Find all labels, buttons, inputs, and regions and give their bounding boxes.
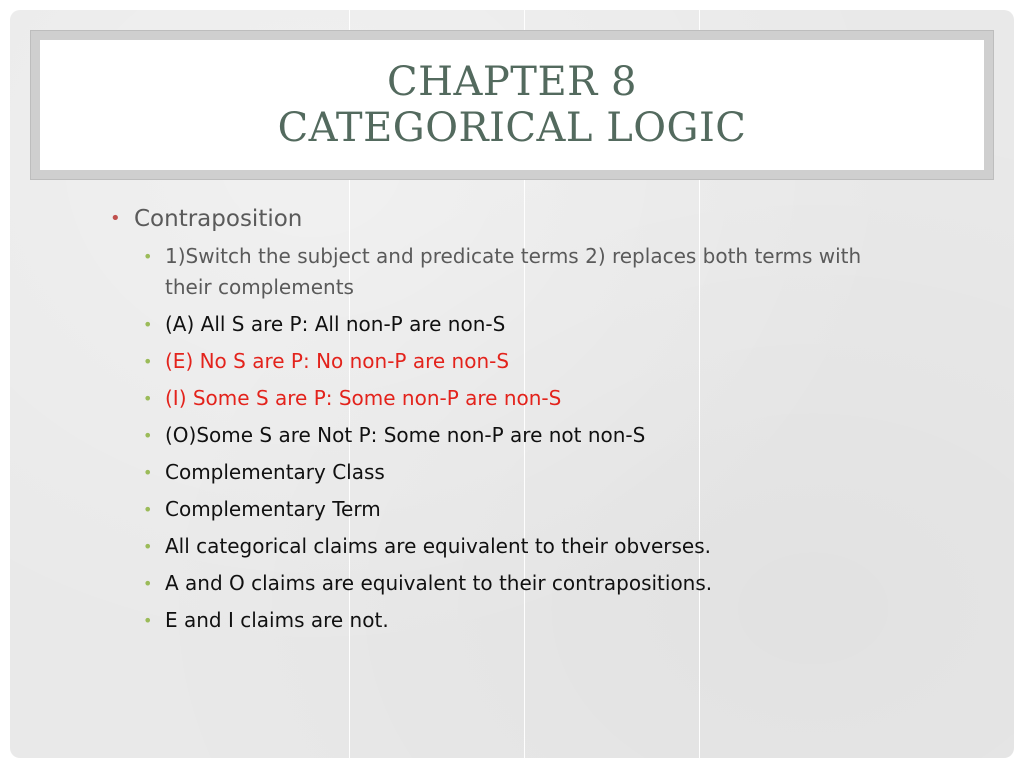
bullet-level2 (110, 605, 910, 636)
bullet-text: A and O claims are equivalent to their contrapositions. (165, 571, 713, 595)
bullet-dot-icon: • (143, 426, 153, 445)
bullet-level1 (110, 203, 910, 235)
bullet-level2 (110, 383, 910, 414)
title-frame (30, 30, 994, 180)
bullet-text: (O)Some S are Not P: Some non-P are not non-S (165, 423, 646, 447)
title-box (40, 40, 984, 170)
slide (10, 10, 1014, 758)
bullet-text: (I) Some S are P: Some non-P are non-S (165, 386, 562, 410)
bullet-list (110, 203, 910, 636)
bullet-text: E and I claims are not. (165, 608, 389, 632)
bullet-dot-icon: • (143, 315, 153, 334)
slide-title-line-1: CHAPTER 8 (387, 59, 637, 105)
bullet-dot-icon: • (143, 352, 153, 371)
bullet-level2 (110, 241, 910, 303)
bullet-level2 (110, 531, 910, 562)
slide-title-line-2: CATEGORICAL LOGIC (277, 105, 747, 151)
bullet-level2 (110, 494, 910, 525)
bullet-dot-icon: • (143, 500, 153, 519)
bullet-text: (E) No S are P: No non-P are non-S (165, 349, 510, 373)
bullet-level2 (110, 568, 910, 599)
bullet-text: 1)Switch the subject and predicate terms 2) replaces both terms with their complements (165, 244, 862, 299)
bullet-dot-icon: • (143, 389, 153, 408)
bullet-text: (A) All S are P: All non-P are non-S (165, 312, 506, 336)
bullet-text: Complementary Term (165, 497, 381, 521)
bullet-text: Complementary Class (165, 460, 385, 484)
bullet-level2 (110, 420, 910, 451)
bullet-dot-icon: • (143, 611, 153, 630)
bullet-dot-icon: • (143, 463, 153, 482)
bullet-level2 (110, 457, 910, 488)
bullet-text: Contraposition (134, 206, 303, 232)
bullet-dot-icon: • (110, 208, 121, 229)
bullet-text: All categorical claims are equivalent to their obverses. (165, 534, 712, 558)
bullet-dot-icon: • (143, 574, 153, 593)
bullet-dot-icon: • (143, 537, 153, 556)
bullet-dot-icon: • (143, 247, 153, 266)
bullet-level2 (110, 309, 910, 340)
bullet-level2 (110, 346, 910, 377)
